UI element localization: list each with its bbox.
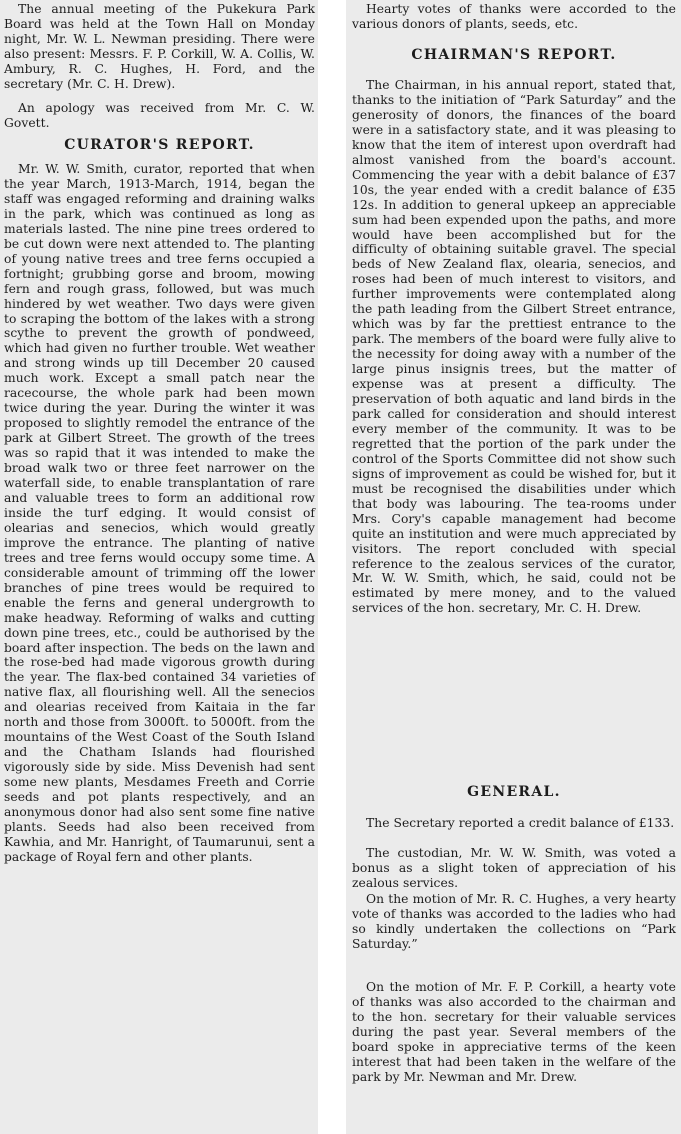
credit-balance-paragraph: The Secretary reported a credit balance of £133. <box>366 816 675 830</box>
custodian-bonus-paragraph: The custodian, Mr. W. W. Smith, was voted a bonus as a slight token of appreciation of his zealous services. <box>352 846 676 890</box>
votes-of-thanks-paragraph: Hearty votes of thanks were accorded to the various donors of plants, seeds, etc. <box>352 2 676 31</box>
chairman-thanks-paragraph: On the motion of Mr. F. P. Corkill, a hearty vote of thanks was also accorded to the chairman and to the hon. secretary for their valuable services during the past year. Several members of the board spoke in appreciative terms of the keen interest that had been taken in the welfare of the park by Mr. Newman and Mr. Drew. <box>352 980 676 1084</box>
curators-report-paragraph: Mr. W. W. Smith, curator, reported that when the year March, 1913-March, 1914, began the staff was engaged reforming and draining walks in the park, which was continued as long as materials lasted. The nine pine trees ordered to be cut down were next attended to. The planting of young native trees and tree ferns occupied a fortnight; grubbing gorse and broom, mowing fern and rough grass, followed, but was much hindered by wet weather. Two days were given to scraping the bottom of the lakes with a strong scythe to prevent the growth of pondweed, which had given no further trouble. Wet weather and strong winds up till December 20 caused much work. Except a small patch near the racecourse, the whole park had been mown twice during the year. During the winter it was proposed to slightly remodel the entrance of the park at Gilbert Street. The growth of the trees was so rapid that it was intended to make the broad walk two or three feet narrower on the waterfall side, to enable transplantation of rare and valuable trees to form an additional row inside the turf edging. It would consist of olearias and senecios, which would greatly improve the entrance. The planting of native trees and tree ferns would occupy some time. A considerable amount of trimming off the lower branches of pine trees would be required to enable the ferns and general undergrowth to make headway. Reforming of walks and cutting down pine trees, etc., could be authorised by the board after inspection. The beds on the lawn and the rose-bed had made vigorous growth during the year. The flax-bed contained 34 varieties of native flax, all flourishing well. All the senecios and olearias received from Kaitaia in the far north and those from 3000ft. to 5000ft. from the mountains of the West Coast of the South Island and the Chatham Islands had flourished vigorously side by side. Miss Devenish had sent some new plants, Mesdames Freeth and Corrie seeds and pot plants respectively, and an anonymous donor had also sent some fine native plants. Seeds had also been received from Kawhia, and Mr. Hanright, of Taumarunui, sent a package of Royal fern and other plants. <box>4 162 315 864</box>
meeting-intro-paragraph: The annual meeting of the Pukekura Park Board was held at the Town Hall on Monday night, Mr. W. L. Newman presiding. There were also present: Messrs. F. P. Corkill, W. A. Collis, W. Ambury, R. C. Hughes, H. Ford, and the secretary (Mr. C. H. Drew). <box>4 2 315 91</box>
ladies-thanks-paragraph: On the motion of Mr. R. C. Hughes, a very hearty vote of thanks was accorded to the ladies who had so kindly undertaken the collections on “Park Saturday.” <box>352 892 676 951</box>
chairmans-report-heading: CHAIRMAN'S REPORT. <box>411 47 617 63</box>
left-column <box>0 0 318 1134</box>
curators-report-heading: CURATOR'S REPORT. <box>64 137 255 153</box>
apology-paragraph: An apology was received from Mr. C. W. Govett. <box>4 101 315 130</box>
right-column <box>346 0 681 1134</box>
general-heading: GENERAL. <box>467 784 561 800</box>
chairmans-report-paragraph: The Chairman, in his annual report, stated that, thanks to the initiation of “Park Saturday” and the generosity of donors, the finances of the board were in a satisfactory state, and it was pleasing to know that the item of interest upon overdraft had almost vanished from the board's account. Commencing the year with a debit balance of £37 10s, the year ended with a credit balance of £35 12s. In addition to general upkeep an appreciable sum had been expended upon the paths, and more would have been accomplished but for the difficulty of obtaining suitable gravel. The special beds of New Zealand flax, olearia, senecios, and roses had been of much interest to visitors, and further improvements were contemplated along the path leading from the Gilbert Street entrance, which was by far the prettiest entrance to the park. The members of the board were fully alive to the necessity for doing away with a number of the large pinus insignis trees, but the matter of expense was at present a difficulty. The preservation of both aquatic and land birds in the park called for consideration and should interest every member of the community. It was to be regretted that the portion of the park under the control of the Sports Committee did not show such signs of improvement as could be wished for, but it must be recognised the disabilities under which that body was labouring. The tea-rooms under Mrs. Cory's capable management had become quite an institution and were much appreciated by visitors. The report concluded with special reference to the zealous services of the curator, Mr. W. W. Smith, which, he said, could not be estimated by mere money, and to the valued services of the hon. secretary, Mr. C. H. Drew. <box>352 78 676 616</box>
